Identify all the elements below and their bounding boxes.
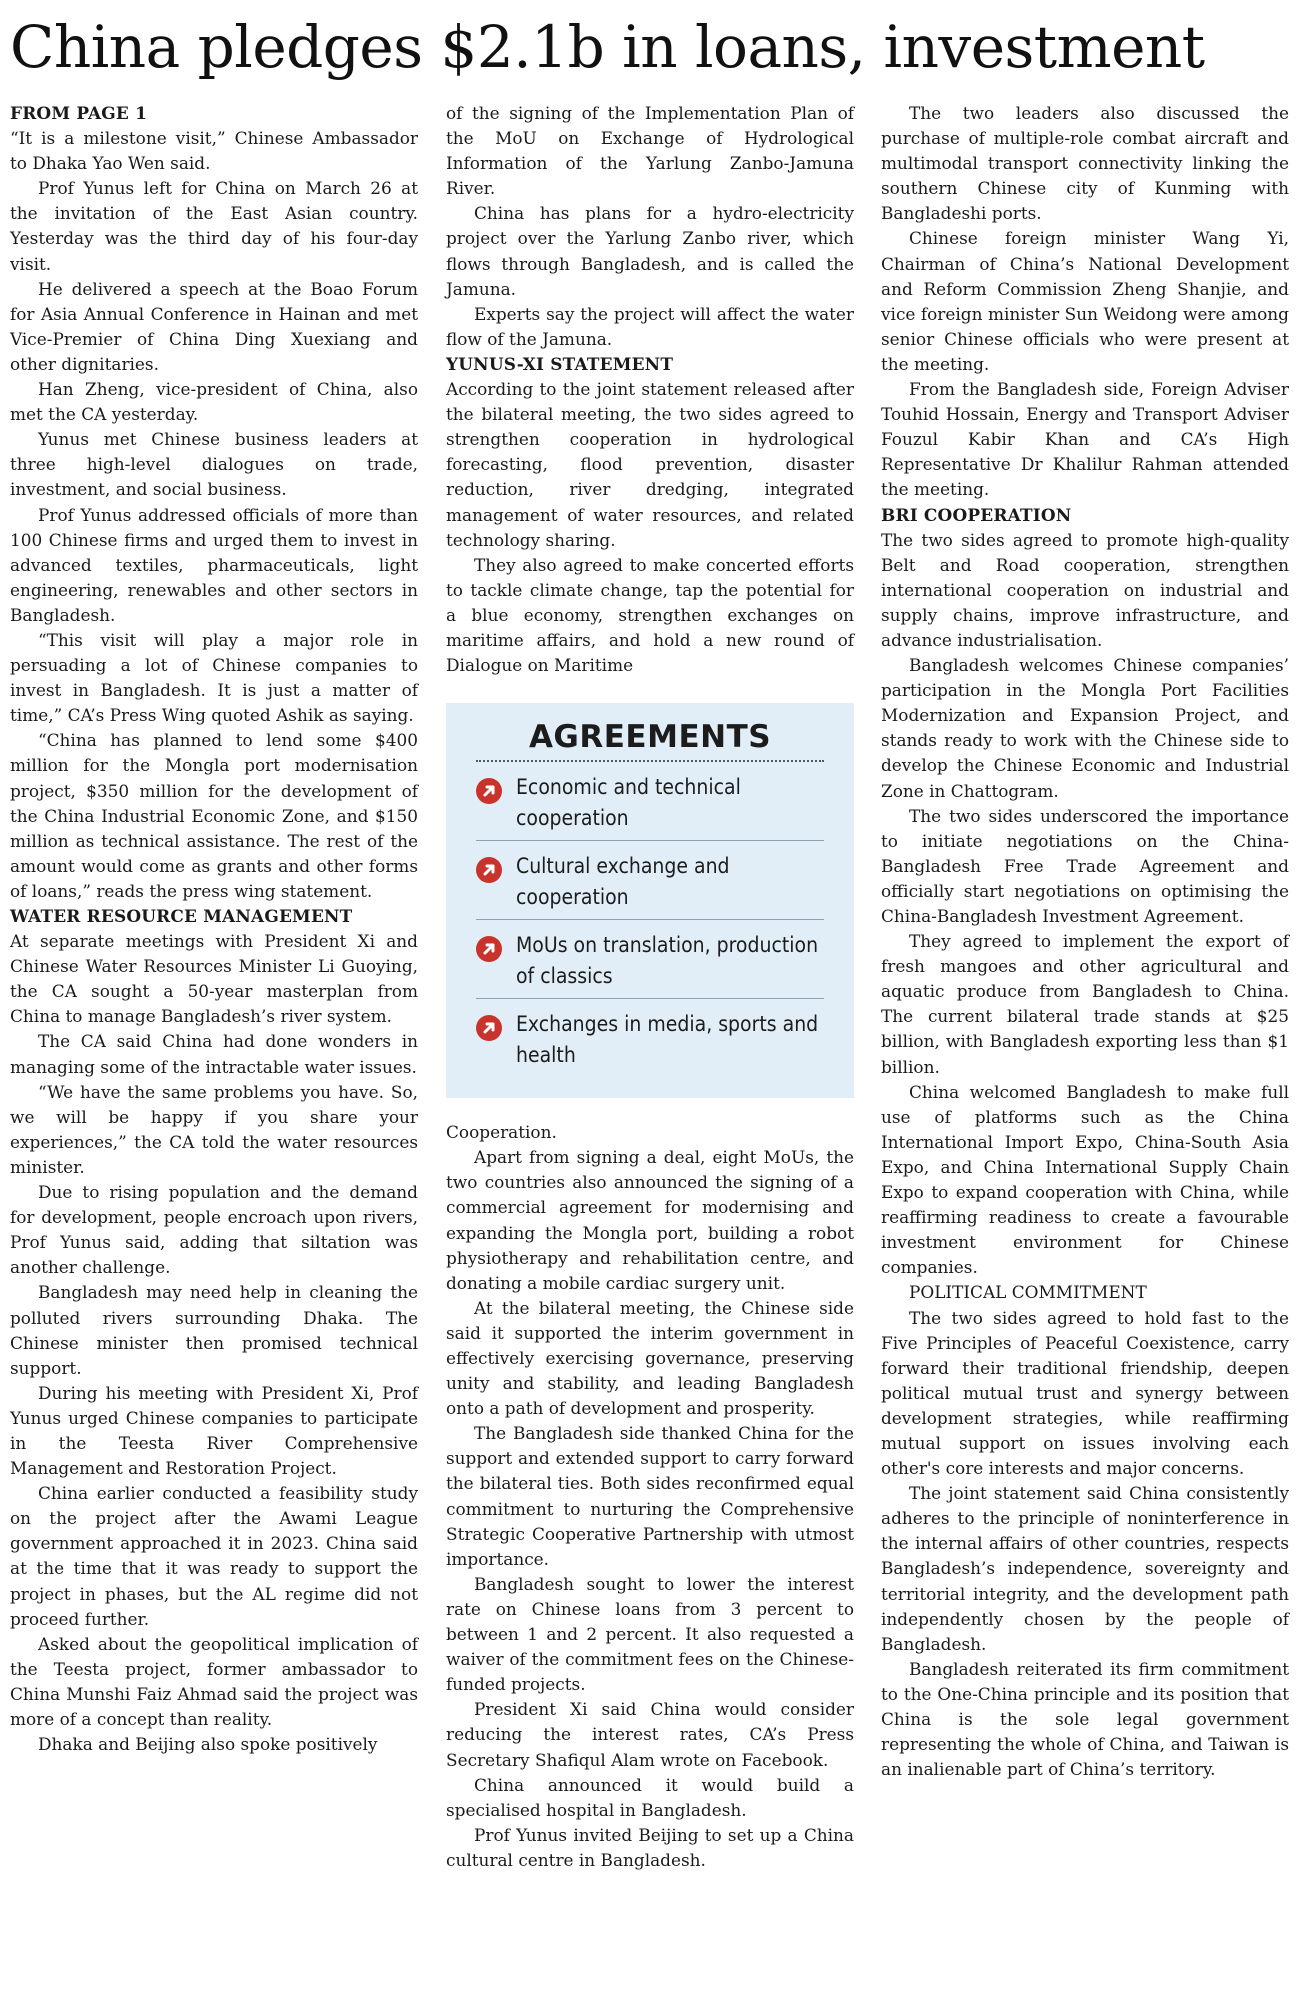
paragraph: At the bilateral meeting, the Chinese side said it supported the interim government in effectively exercising governance, preserving unity and stability, and leading Bangladesh onto a path of development and prosperity. xyxy=(446,1297,854,1419)
subhead-water-resource: WATER RESOURCE MANAGEMENT xyxy=(10,906,353,926)
paragraph: Due to rising population and the demand for development, people encroach upon rivers, Prof Yunus said, adding that siltation was another challenge. xyxy=(10,1182,418,1278)
paragraph: “We have the same problems you have. So, we will be happy if you share your experiences,” the CA told the water resources minister. xyxy=(10,1081,418,1177)
subhead-bri-cooperation: BRI COOPERATION xyxy=(881,504,1072,525)
agreements-box xyxy=(446,703,854,1098)
paragraph: Bangladesh sought to lower the interest rate on Chinese loans from 3 percent to between 1 and 2 percent. It also requested a waiver of the commitment fees on the Chinese-funded projects. xyxy=(446,1573,854,1695)
headline: China pledges $2.1b in loans, investment xyxy=(10,13,1205,81)
paragraph: The joint statement said China consistently adheres to the principle of noninterference in the internal affairs of other countries, respects Bangladesh’s independence, sovereignty and territorial integrity, and the development path independently chosen by the people of Bangladesh. xyxy=(881,1483,1289,1654)
paragraph: China welcomed Bangladesh to make full use of platforms such as the China International Import Expo, China-South Asia Expo, and China International Supply Chain Expo to expand cooperation with China, while reaffirming readiness to create a favourable investment environment for Chinese companies. xyxy=(881,1081,1289,1278)
paragraph: He delivered a speech at the Boao Forum for Asia Annual Conference in Hainan and met Vice-Premier of China Ding Xuexiang and other dignitaries. xyxy=(10,278,418,374)
paragraph: Asked about the geopolitical implication of the Teesta project, former ambassador to China Munshi Faiz Ahmad said the project was more of a concept than reality. xyxy=(10,1633,418,1729)
paragraph: of the signing of the Implementation Plan of the MoU on Exchange of Hydrological Information of the Yarlung Zanbo-Jamuna River. xyxy=(446,103,854,199)
paragraph: “It is a milestone visit,” Chinese Ambassador to Dhaka Yao Wen said. xyxy=(10,128,418,174)
column-1 xyxy=(10,101,418,1757)
paragraph: Chinese foreign minister Wang Yi, Chairman of China’s National Development and Reform Commission Zheng Shanjie, and vice foreign minister Sun Weidong were among senior Chinese officials who were present at the meeting. xyxy=(881,228,1289,374)
kicker: FROM PAGE 1 xyxy=(10,103,148,123)
paragraph: The two sides agreed to promote high-quality Belt and Road cooperation, strengthen international cooperation on industrial and supply chains, improve infrastructure, and advance industrialisation. xyxy=(881,529,1289,650)
paragraph: Yunus met Chinese business leaders at three high-level dialogues on trade, investment, and social business. xyxy=(10,429,418,500)
agreement-item-label: Economic and technical cooperation xyxy=(516,775,741,831)
paragraph: China has plans for a hydro-electricity project over the Yarlung Zanbo river, which flows through Bangladesh, and is called the Jamuna. xyxy=(446,203,854,299)
paragraph: The CA said China had done wonders in managing some of the intractable water issues. xyxy=(10,1031,418,1077)
paragraph: Apart from signing a deal, eight MoUs, the two countries also announced the signing of a commercial agreement for modernising and expanding the Mongla port, building a robot physiotherapy and rehabilitation centre, and donating a mobile cardiac surgery unit. xyxy=(446,1147,854,1293)
paragraph: During his meeting with President Xi, Prof Yunus urged Chinese companies to participate in the Teesta River Comprehensive Management and Restoration Project. xyxy=(10,1382,418,1479)
paragraph: They also agreed to make concerted efforts to tackle climate change, tap the potential for a blue economy, strengthen exchanges on maritime affairs, and hold a new round of Dialogue on Maritime xyxy=(446,554,854,676)
agreement-item-label: Exchanges in media, sports and health xyxy=(516,1012,819,1068)
paragraph: Bangladesh welcomes Chinese companies’ participation in the Mongla Port Facilities Modernization and Expansion Project, and stands ready to work with the Chinese side to develop the Chinese Economic and Industrial Zone in Chattogram. xyxy=(881,655,1289,801)
agreement-item-label: Cultural exchange and cooperation xyxy=(516,854,730,910)
paragraph: “This visit will play a major role in persuading a lot of Chinese companies to invest in Bangladesh. It is just a matter of time,” CA’s Press Wing quoted Ashik as saying. xyxy=(10,629,418,726)
paragraph: The Bangladesh side thanked China for the support and extended support to carry forward the bilateral ties. Both sides reconfirmed equal commitment to nurturing the Comprehensive Strategic Cooperative Partnership with utmost importance. xyxy=(446,1423,854,1569)
agreements-title: AGREEMENTS xyxy=(476,725,824,762)
paragraph: The two leaders also discussed the purchase of multiple-role combat aircraft and multimodal transport connectivity linking the southern Chinese city of Kunming with Bangladeshi ports. xyxy=(881,103,1289,224)
paragraph: Cooperation. xyxy=(446,1122,557,1143)
paragraph: Prof Yunus left for China on March 26 at the invitation of the East Asian country. Yesterday was the third day of his four-day visit. xyxy=(10,178,418,274)
paragraph: According to the joint statement released after the bilateral meeting, the two sides agreed to strengthen cooperation in hydrological forecasting, flood prevention, disaster reduction, river dredging, integrated management of water resources, and related technology sharing. xyxy=(446,379,854,550)
agreement-item xyxy=(476,998,824,1077)
paragraph: Bangladesh may need help in cleaning the polluted rivers surrounding Dhaka. The Chinese minister then promised technical support. xyxy=(10,1282,418,1378)
paragraph: The two sides agreed to hold fast to the Five Principles of Peaceful Coexistence, carry forward their traditional friendship, deepen political mutual trust and synergy between development strategies, while reaffirming mutual support on issues involving each other's core interests and major concerns. xyxy=(881,1307,1289,1479)
paragraph: The two sides underscored the importance to initiate negotiations on the China-Bangladesh Free Trade Agreement and officially start negotiations on optimising the China-Bangladesh Investment Agreement. xyxy=(881,805,1289,926)
column-2 xyxy=(446,101,854,1873)
paragraph: Dhaka and Beijing also spoke positively xyxy=(38,1734,378,1755)
paragraph: Prof Yunus addressed officials of more than 100 Chinese firms and urged them to invest in advanced textiles, pharmaceuticals, light engineering, renewables and other sectors in Bangladesh. xyxy=(10,504,418,625)
arrow-bullet-icon xyxy=(476,936,502,962)
paragraph: China announced it would build a specialised hospital in Bangladesh. xyxy=(446,1774,854,1820)
paragraph: They agreed to implement the export of fresh mangoes and other agricultural and aquatic produce from Bangladesh to China. The current bilateral trade stands at $25 billion, with Bangladesh exporting less than $1 billion. xyxy=(881,931,1289,1077)
subhead-yunus-xi: YUNUS-XI STATEMENT xyxy=(446,353,674,374)
column-3 xyxy=(881,101,1289,1782)
paragraph: Han Zheng, vice-president of China, also met the CA yesterday. xyxy=(10,379,418,425)
arrow-bullet-icon xyxy=(476,857,502,883)
paragraph: From the Bangladesh side, Foreign Adviser Touhid Hossain, Energy and Transport Adviser Fouzul Kabir Khan and CA’s High Representative Dr Khalilur Rahman attended the meeting. xyxy=(881,379,1289,500)
subhead-political-commitment: POLITICAL COMMITMENT xyxy=(909,1282,1147,1303)
arrow-bullet-icon xyxy=(476,778,502,804)
arrow-bullet-icon xyxy=(476,1015,502,1041)
paragraph: Prof Yunus invited Beijing to set up a China cultural centre in Bangladesh. xyxy=(446,1824,854,1870)
paragraph: China earlier conducted a feasibility study on the project after the Awami League government approached it in 2023. China said at the time that it was ready to support the project in phases, but the AL regime did not proceed further. xyxy=(10,1483,418,1629)
paragraph: “China has planned to lend some $400 million for the Mongla port modernisation project, $350 million for the development of the China Industrial Economic Zone, and $150 million as technical assistance. The rest of the amount would come as grants and other forms of loans,” reads the press wing statement. xyxy=(10,730,418,901)
paragraph: At separate meetings with President Xi and Chinese Water Resources Minister Li Guoying, the CA sought a 50-year masterplan from China to manage Bangladesh’s river system. xyxy=(10,931,418,1027)
paragraph: Bangladesh reiterated its firm commitment to the One-China principle and its position that China is the sole legal government representing the whole of China, and Taiwan is an inalienable part of China’s territory. xyxy=(881,1658,1289,1780)
agreement-item xyxy=(476,919,824,998)
agreement-item xyxy=(476,762,824,840)
paragraph: Experts say the project will affect the water flow of the Jamuna. xyxy=(446,303,854,349)
agreement-item-label: MoUs on translation, production of classics xyxy=(516,933,819,989)
agreement-item xyxy=(476,840,824,919)
paragraph: President Xi said China would consider reducing the interest rates, CA’s Press Secretary Shafiqul Alam wrote on Facebook. xyxy=(446,1699,854,1770)
